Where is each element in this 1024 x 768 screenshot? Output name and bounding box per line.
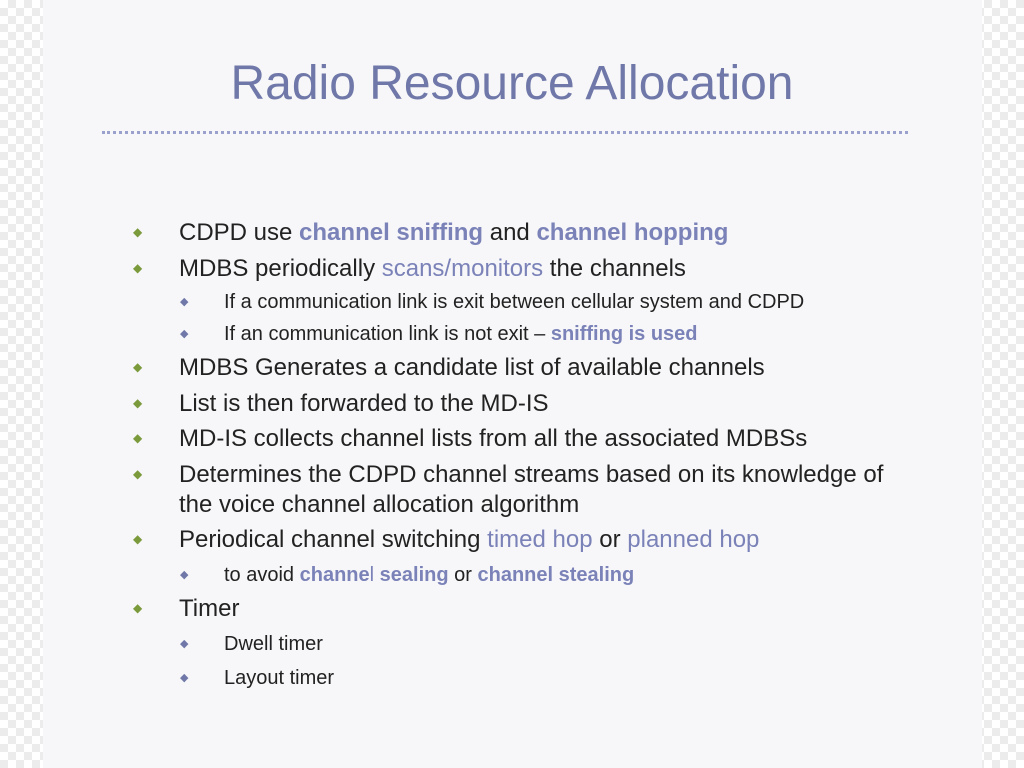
diamond-bullet-icon: ◆	[180, 638, 189, 650]
highlight-text: channel sniffing	[299, 219, 484, 246]
bullet-text: or	[592, 526, 628, 553]
bullet-text: List is then forwarded to the MD-IS	[179, 390, 549, 417]
bullet-item	[133, 353, 765, 383]
slide-title: Radio Resource Allocation	[230, 57, 794, 110]
bullet-text: MDBS Generates a candidate list of available channels	[179, 354, 765, 381]
highlight-text: planned hop	[627, 526, 760, 553]
bullet-text: and	[483, 219, 537, 246]
highlight-text: sealing	[374, 564, 449, 586]
highlight-text: scans/monitors	[381, 255, 544, 282]
bullet-text: Layout timer	[224, 667, 335, 689]
bullet-item	[133, 424, 808, 454]
highlight-text: l	[369, 564, 375, 586]
diamond-bullet-icon: ◆	[133, 360, 143, 374]
sub-bullet-item	[180, 665, 335, 691]
bullet-text: If a communication link is exit between cellular system and CDPD	[224, 291, 805, 313]
bullet-text: Dwell timer	[224, 633, 323, 655]
bullet-item	[133, 594, 240, 624]
sub-bullet-item	[180, 631, 323, 657]
highlight-text: sniffing is used	[550, 323, 698, 345]
bullet-text: or	[448, 564, 478, 586]
sub-bullet-item	[180, 289, 805, 315]
diamond-bullet-icon: ◆	[180, 296, 189, 308]
highlight-text: channel hopping	[536, 219, 729, 246]
diamond-bullet-icon: ◆	[133, 431, 143, 445]
bullet-text: CDPD use	[179, 219, 300, 246]
bullet-text: If an communication link is not exit –	[224, 323, 551, 345]
bullet-text: the channels	[543, 255, 686, 282]
sub-bullet-item	[180, 562, 635, 588]
highlight-text: timed hop	[487, 526, 593, 553]
diamond-bullet-icon: ◆	[133, 532, 143, 546]
diamond-bullet-icon: ◆	[133, 601, 143, 615]
highlight-text: channel stealing	[477, 564, 635, 586]
bullet-text: Timer	[179, 595, 240, 622]
bullet-text: Determines the CDPD channel streams based on its knowledge of	[179, 461, 884, 488]
bullet-item	[133, 254, 686, 284]
bullet-text: the voice channel allocation algorithm	[179, 491, 580, 518]
bullet-text: MD-IS collects channel lists from all the associated MDBSs	[179, 425, 808, 452]
bullet-item	[133, 460, 884, 520]
diamond-bullet-icon: ◆	[180, 328, 189, 340]
diamond-bullet-icon: ◆	[180, 569, 189, 581]
bullet-item	[133, 218, 729, 248]
sub-bullet-item	[180, 321, 698, 347]
diamond-bullet-icon: ◆	[180, 672, 189, 684]
bullet-item	[133, 389, 549, 419]
diamond-bullet-icon: ◆	[133, 467, 143, 481]
diamond-bullet-icon: ◆	[133, 225, 143, 239]
bullet-text: to avoid	[224, 564, 300, 586]
diamond-bullet-icon: ◆	[133, 261, 143, 275]
bullet-text: Periodical channel switching	[179, 526, 488, 553]
diamond-bullet-icon: ◆	[133, 396, 143, 410]
bullet-text: MDBS periodically	[179, 255, 382, 282]
bullet-item	[133, 525, 760, 555]
highlight-text: channe	[299, 564, 370, 586]
